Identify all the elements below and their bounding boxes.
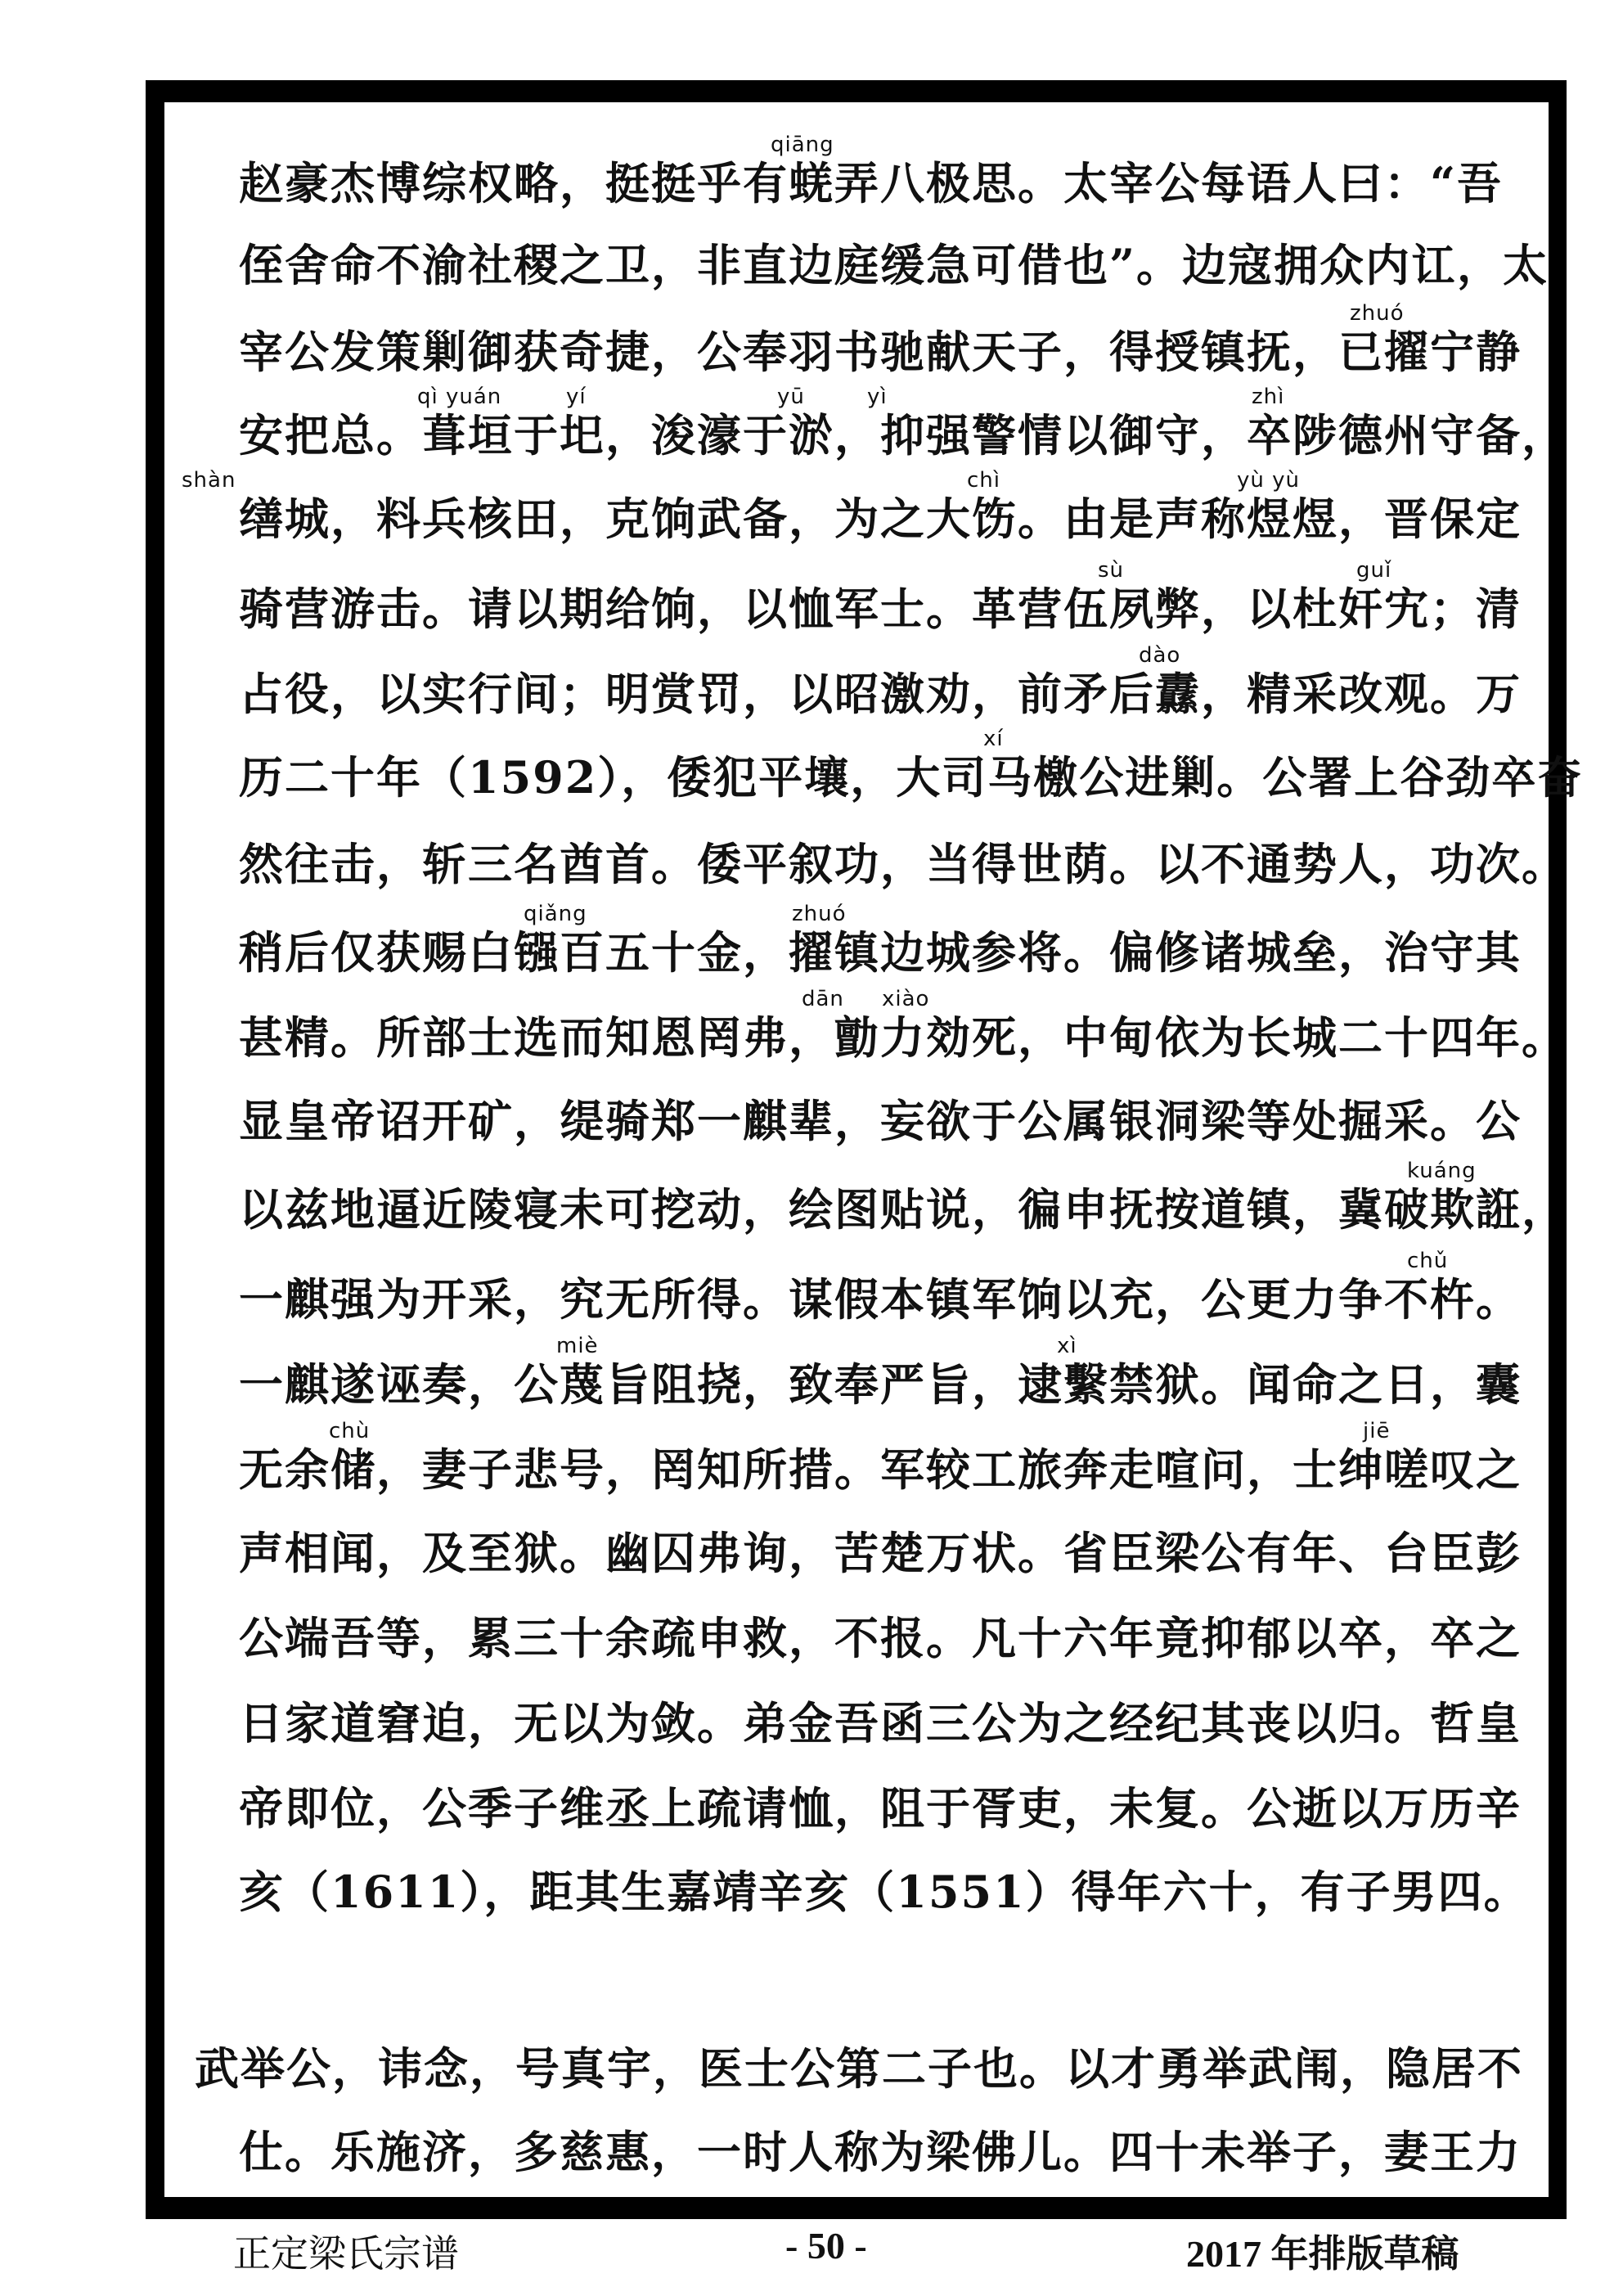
text-line: 一麒遂诬奏，公蔑旨阻挠，致奉严旨，逮繫禁狱。闻命之日，囊 [239, 1358, 1522, 1411]
pinyin-annotation: qiǎng [524, 902, 587, 926]
text-line: 甚精。所部士选而知恩罔弗，勯力効死，中甸依为长城二十四年。 [239, 1011, 1567, 1064]
text-line: 帝即位，公季子维丞上疏请恤，阻于胥吏，未复。公逝以万历辛 [239, 1782, 1522, 1835]
pinyin-annotation: yù yù [1237, 468, 1300, 493]
pinyin-annotation: miè [556, 1334, 599, 1358]
text-line: 赵豪杰博综权略，挺挺乎有蜣弄八极思。太宰公每语人曰：“吾 [239, 157, 1504, 209]
text-line: 一麒强为开采，究无所得。谋假本镇军饷以充，公更力争不杵。 [239, 1273, 1522, 1326]
text-line: 然往击，斩三名酋首。倭平叙功，当得世荫。以不通势人，功次。 [239, 838, 1567, 890]
text-line: 缮城，料兵核田，克饷武备，为之大饬。由是声称煜煜，晋保定 [239, 493, 1522, 545]
text-line: 占役，以实行间；明赏罚，以昭激劝，前矛后纛，精采改观。万 [239, 668, 1522, 720]
pinyin-annotation: yì [867, 385, 888, 409]
pinyin-annotation: shàn [182, 468, 236, 493]
pinyin-annotation: sù [1098, 558, 1125, 583]
text-line: 侄舍命不渝社稷之卫，非直边庭缓急可借也”。边寇拥众内讧，太 [239, 239, 1549, 291]
genealogy-text [182, 131, 1584, 2178]
text-line: 安把总。葺垣于圯，浚濠于淤，抑强警情以御守，卒陟德州守备， [239, 409, 1567, 461]
pinyin-annotation: yí [566, 385, 587, 409]
pinyin-annotation: yū [777, 385, 805, 409]
text-line: 武举公，讳念，号真宇，医士公第二子也。以才勇举武闱，隐居不 [195, 2042, 1523, 2095]
pinyin-annotation: qì yuán [417, 385, 502, 409]
pinyin-annotation: jiē [1363, 1419, 1391, 1443]
text-line: 无余储，妻子悲号，罔知所措。军较工旅奔走喧问，士绅嗟叹之 [239, 1443, 1522, 1496]
pinyin-annotation: xí [983, 727, 1004, 751]
pinyin-annotation: kuáng [1407, 1159, 1477, 1183]
text-line: 骑营游击。请以期给饷，以恤军士。革营伍夙弊，以杜奸宄；清 [239, 583, 1522, 635]
pinyin-annotation: dān [802, 987, 844, 1011]
text-line: 亥（1611），距其生嘉靖辛亥（1551）得年六十，有子男四。 [239, 1866, 1530, 1918]
text-line: 以兹地逼近陵寝未可挖动，绘图贴说，徧申抚按道镇，冀破欺誑， [239, 1183, 1567, 1236]
pinyin-annotation: zhuó [1350, 301, 1405, 326]
pinyin-annotation: zhuó [792, 902, 847, 926]
footer-page-number: - 50 - [785, 2225, 867, 2267]
pinyin-annotation: xiào [882, 987, 930, 1011]
text-line: 宰公发策剿御获奇捷，公奉羽书驰献天子，得授镇抚，已擢宁静 [239, 326, 1522, 378]
footer-draft-note: 2017 年排版草稿 [1186, 2233, 1459, 2275]
pinyin-annotation: chì [967, 468, 1000, 493]
text-line: 声相闻，及至狱。幽囚弗询，苦楚万状。省臣梁公有年、台臣彭 [239, 1527, 1522, 1579]
text-line: 公端吾等，累三十余疏申救，不报。凡十六年竟抑郁以卒，卒之 [239, 1612, 1522, 1664]
pinyin-annotation: chǔ [1407, 1249, 1449, 1273]
footer-book-title: 正定梁氏宗谱 [233, 2233, 459, 2275]
text-line: 稍后仅获赐白镪百五十金，擢镇边城参将。偏修诸城垒，治守其 [239, 926, 1522, 979]
text-line: 历二十年（1592），倭犯平壤，大司马檄公进剿。公署上谷劲卒奋 [239, 751, 1584, 804]
text-line: 仕。乐施济，多慈惠，一时人称为梁佛儿。四十未举子，妻王力 [239, 2126, 1522, 2178]
pinyin-annotation: dào [1139, 643, 1181, 668]
pinyin-annotation: qiāng [771, 133, 834, 157]
pinyin-annotation: chù [329, 1419, 371, 1443]
text-line: 日家道窘迫，无以为敛。弟金吾函三公为之经纪其丧以归。哲皇 [239, 1697, 1522, 1749]
text-line: 显皇帝诏开矿，缇骑郑一麒辈，妄欲于公属银洞梁等处掘采。公 [239, 1095, 1522, 1147]
pinyin-annotation: guǐ [1356, 558, 1392, 583]
pinyin-annotation: xì [1057, 1334, 1077, 1358]
pinyin-annotation: zhì [1252, 385, 1285, 409]
